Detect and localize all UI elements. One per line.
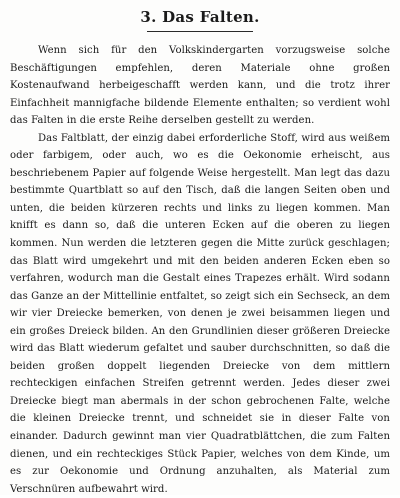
paragraph-1: Wenn sich für den Volkskindergarten vorzugsweise solche Beschäftigungen empfehlen, deren Materiale ohne großen Kostenaufwand herbeigeschafft werden kann, und die trotz ihrer Einfachheit mannigfache bildende Elemente enthalten; so verdient wohl das Falten in die erste Reihe derselben gestellt zu werden.	[10, 45, 390, 127]
paragraph-2: Das Faltblatt, der einzig dabei erforderliche Stoff, wird aus weißem oder farbigem, oder auch, wo es die Oekonomie erheischt, aus beschriebenem Papier auf folgende Weise hergestellt. Man legt das dazu bestimmte Quartblatt so auf den Tisch, daß die langen Seiten oben und unten, die beiden kürzeren rechts und links zu liegen kommen. Man knifft es dann so, daß die unteren Ecken auf die oberen zu liegen kommen. Nun werden die letzteren gegen die Mitte zurück geschlagen; das Blatt wird umgekehrt und mit den beiden anderen Ecken eben so verfahren, wodurch man die Gestalt eines Trapezes erhält. Wird sodann das Ganze an der Mittellinie entfaltet, so zeigt sich ein Sechseck, an dem wir vier Dreiecke bemerken, von denen je zwei beisammen liegen und ein großes Dreieck bilden. An den Grundlinien dieser größeren Dreiecke wird das Blatt wiederum gefaltet und sauber durchschnitten, so daß die beiden großen doppelt liegenden Dreiecke von dem mittlern rechteckigen einfachen Streifen getrennt werden. Jedes dieser zwei Dreiecke biegt man abermals in der schon gebrochenen Falte, welche die kleinen Dreiecke trennt, und schneidet sie in dieser Falte von einander. Dadurch gewinnt man vier Quadratblättchen, die zum Falten dienen, und ein rechteckiges Stück Papier, welches von dem Kinde, um es zur Oekonomie und Ordnung anzuhalten, als Material zum Verschnüren aufbewahrt wird.	[10, 132, 390, 495]
body-text	[10, 42, 390, 498]
title-underline	[147, 31, 253, 32]
section-title: 3. Das Falten.	[140, 8, 260, 26]
